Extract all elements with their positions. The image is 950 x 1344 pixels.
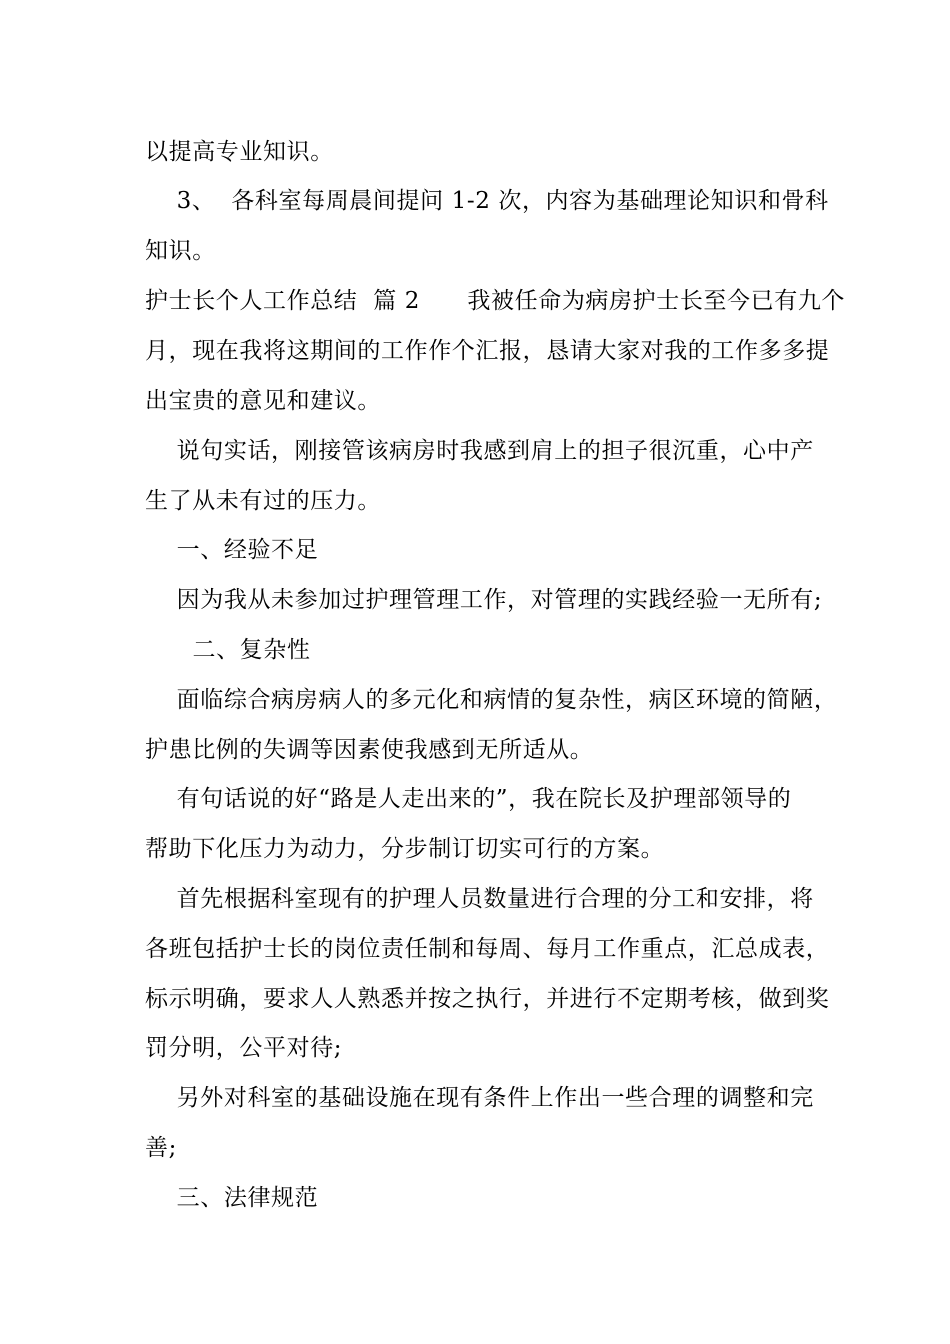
text-line: 3、 各科室每周晨间提问 1-2 次，内容为基础理论知识和骨科 xyxy=(145,188,829,214)
text-line: 各班包括护士长的岗位责任制和每周、每月工作重点，汇总成表， xyxy=(145,936,830,962)
text-line: 罚分明，公平对待; xyxy=(145,1035,343,1061)
text-line: 月，现在我将这期间的工作作个汇报，恳请大家对我的工作多多提 xyxy=(145,338,830,364)
text-line: 出宝贵的意见和建议。 xyxy=(145,388,381,414)
section-title-line: 护士长个人工作总结 篇 2 我被任命为病房护士长至今已有九个 xyxy=(145,288,846,314)
text-line: 有句话说的好“路是人走出来的”，我在院长及护理部领导的 xyxy=(145,786,792,812)
text-line: 说句实话，刚接管该病房时我感到肩上的担子很沉重，心中产 xyxy=(145,438,814,464)
text-line: 善; xyxy=(145,1135,177,1161)
heading-line: 三、法律规范 xyxy=(145,1185,319,1211)
text-line: 面临综合病房病人的多元化和病情的复杂性，病区环境的简陋， xyxy=(145,687,838,713)
text-line: 知识。 xyxy=(145,238,216,264)
text-line: 生了从未有过的压力。 xyxy=(145,488,381,514)
heading-line: 一、经验不足 xyxy=(145,537,319,563)
text-line: 另外对科室的基础设施在现有条件上作出一些合理的调整和完 xyxy=(145,1085,814,1111)
text-line: 首先根据科室现有的护理人员数量进行合理的分工和安排，将 xyxy=(145,886,814,912)
heading-line: 二、复杂性 xyxy=(145,637,311,663)
text-line: 帮助下化压力为动力，分步制订切实可行的方案。 xyxy=(145,836,665,862)
text-line: 因为我从未参加过护理管理工作，对管理的实践经验一无所有; xyxy=(145,587,823,613)
text-line: 标示明确，要求人人熟悉并按之执行，并进行不定期考核，做到奖 xyxy=(145,986,830,1012)
text-line: 以提高专业知识。 xyxy=(145,139,334,165)
text-line: 护患比例的失调等因素使我感到无所适从。 xyxy=(145,737,594,763)
